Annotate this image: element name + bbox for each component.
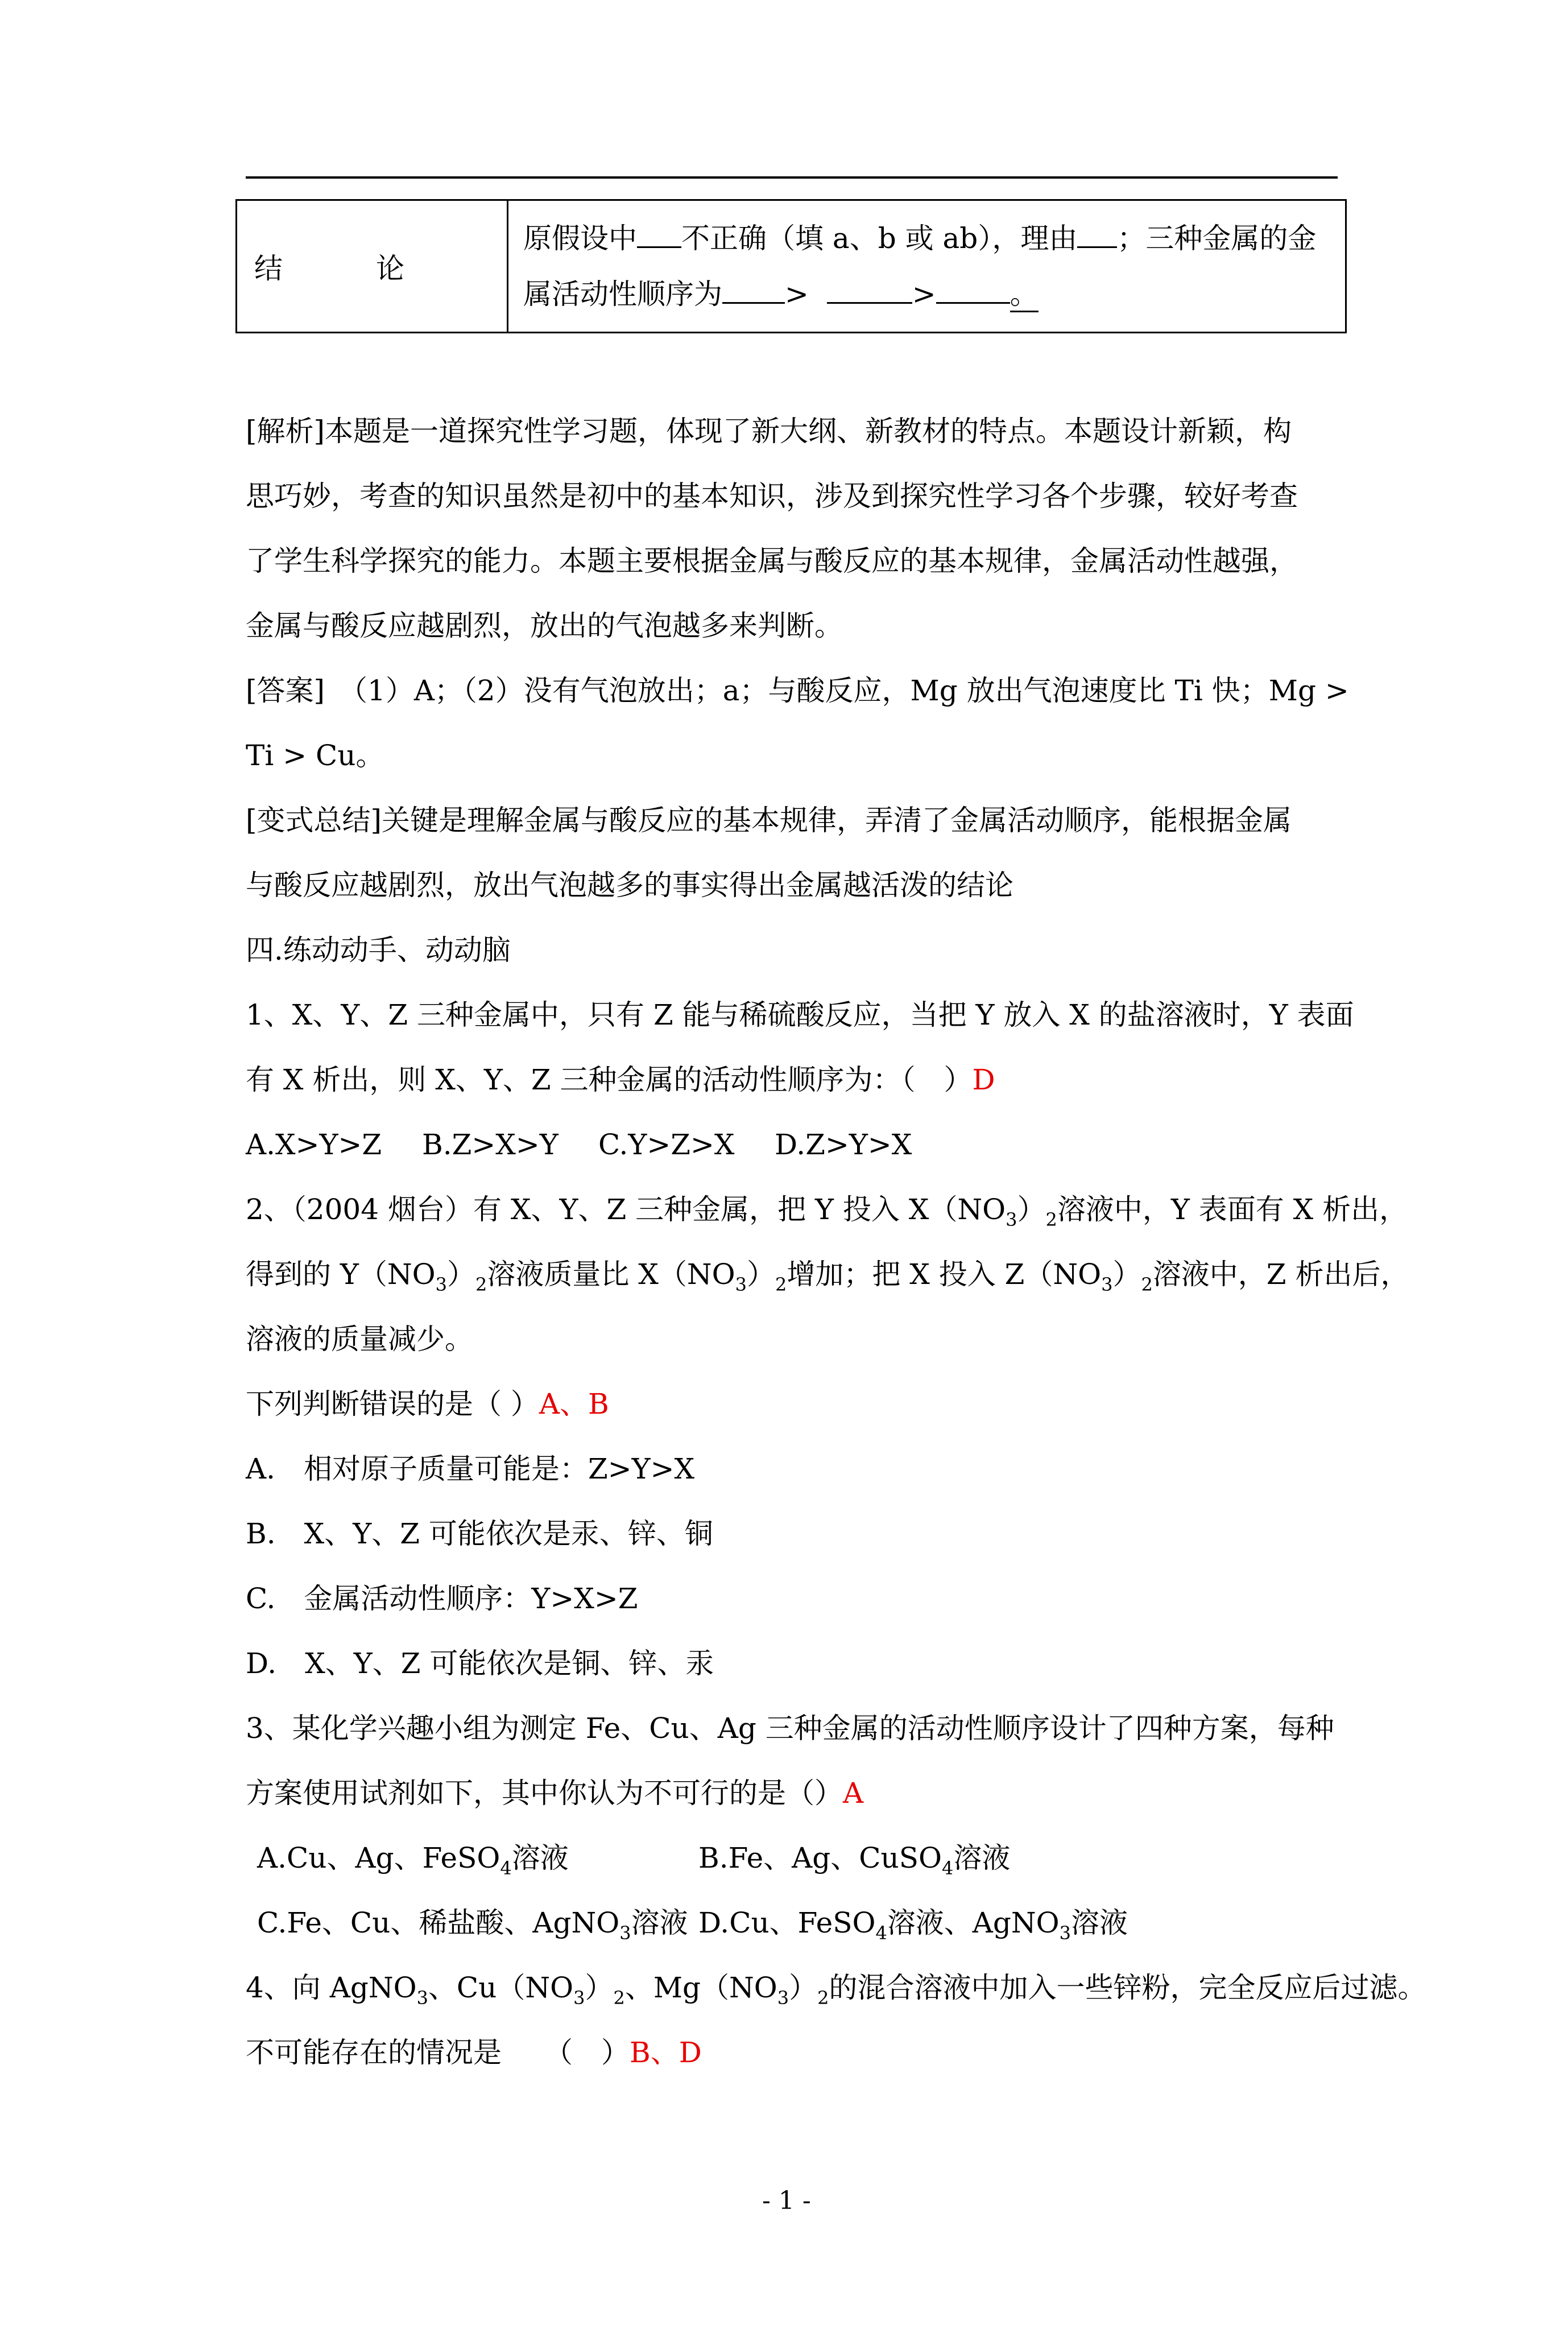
q3-text: 溶液	[953, 1841, 1011, 1874]
q2-option-c: C. 金属活动性顺序：Y>X>Z	[246, 1582, 638, 1615]
q3-text: D.Cu、FeSO	[698, 1906, 876, 1939]
subscript: 3	[1101, 1274, 1113, 1295]
q1-line-2	[246, 1063, 995, 1097]
blank-wrong-hypothesis[interactable]	[637, 218, 681, 248]
q2-answer: A、B	[539, 1388, 609, 1420]
subscript: 3	[1059, 1922, 1071, 1944]
blank-order-2[interactable]	[827, 274, 912, 304]
q1-option-a: A.X>Y>Z	[246, 1128, 382, 1161]
subscript: 3	[619, 1922, 631, 1944]
subscript: 2	[613, 1987, 625, 2009]
q4-text: 、Mg（NO	[624, 1971, 777, 2004]
q3-text: 溶液	[1071, 1906, 1128, 1939]
gt-sign-1: >	[785, 278, 809, 311]
q3-option-a	[257, 1841, 569, 1885]
subscript: 2	[475, 1274, 487, 1295]
q3-text: A.Cu、Ag、FeSO	[257, 1841, 500, 1874]
q3-text: B.Fe、Ag、CuSO	[698, 1841, 942, 1874]
q4-stem: 不可能存在的情况是 （ ）	[246, 2036, 630, 2069]
q2-text: 溶液质量比 X（NO	[487, 1258, 735, 1291]
q1-option-b: B.Z>X>Y	[422, 1128, 558, 1161]
q4-text: ）	[585, 1971, 614, 2004]
conclusion-text-1: 原假设中	[523, 222, 637, 255]
conclusion-label-right: 论	[376, 252, 404, 285]
conclusion-text-4: 属活动性顺序为	[523, 278, 722, 311]
subscript: 2	[775, 1274, 787, 1295]
q2-text: ）	[447, 1258, 476, 1291]
q3-text: 溶液	[511, 1841, 569, 1874]
q4-answer: B、D	[630, 2036, 702, 2069]
q4-text: ）	[789, 1971, 818, 2004]
analysis-line-4: 金属与酸反应越剧烈，放出的气泡越多来判断。	[246, 609, 843, 642]
q2-text: 得到的 Y（NO	[246, 1258, 436, 1291]
q2-text: ）	[746, 1258, 775, 1291]
q2-stem-line	[246, 1387, 609, 1421]
q3-text: 溶液、AgNO	[887, 1906, 1060, 1939]
header-rule	[246, 176, 1338, 179]
q2-line-1	[246, 1192, 1408, 1237]
q2-text: 溶液中，Z 析出后，	[1152, 1258, 1409, 1291]
q1-answer: D	[972, 1063, 995, 1096]
answer-line-2: Ti > Cu。	[246, 739, 384, 772]
q2-text: ）	[1017, 1193, 1046, 1226]
subscript: 3	[777, 1987, 789, 2009]
summary-line-2: 与酸反应越剧烈，放出气泡越多的事实得出金属越活泼的结论	[246, 869, 1013, 902]
subscript: 3	[435, 1274, 448, 1295]
q4-line-1	[246, 1971, 1426, 2015]
analysis-line-1: [解析]本题是一道探究性学习题，体现了新大纲、新教材的特点。本题设计新颖，构	[246, 415, 1292, 448]
q2-text: ）	[1112, 1258, 1141, 1291]
answer-line-1: [答案] （1）A；（2）没有气泡放出；a；与酸反应，Mg 放出气泡速度比 Ti 快；Mg >	[246, 674, 1349, 707]
conclusion-label-cell	[237, 200, 508, 333]
subscript: 4	[500, 1857, 512, 1879]
q1-stem: 有 X 析出，则 X、Y、Z 三种金属的活动性顺序为：（ ）	[246, 1063, 973, 1096]
q3-line-1: 3、某化学兴趣小组为测定 Fe、Cu、Ag 三种金属的活动性顺序设计了四种方案，每种	[246, 1712, 1334, 1745]
subscript: 3	[573, 1987, 585, 2009]
q2-option-a: A. 相对原子质量可能是：Z>Y>X	[246, 1452, 695, 1485]
conclusion-text-3: ；三种金属的金	[1117, 222, 1317, 255]
subscript: 3	[1006, 1209, 1017, 1230]
conclusion-text-2: 不正确（填 a、b 或 ab），理由	[681, 222, 1078, 255]
q4-line-2	[246, 2035, 702, 2070]
conclusion-table	[235, 199, 1347, 333]
conclusion-content-cell	[508, 200, 1346, 333]
blank-reason[interactable]	[1077, 218, 1117, 248]
q3-option-b	[698, 1841, 1010, 1885]
page-number: - 1 -	[762, 2186, 811, 2215]
q4-text: 的混合溶液中加入一些锌粉，完全反应后过滤。	[829, 1971, 1426, 2004]
gt-sign-2: >	[912, 278, 936, 311]
q3-text: 溶液	[631, 1906, 688, 1939]
subscript: 2	[817, 1987, 829, 2009]
q3-answer: A	[843, 1777, 864, 1810]
q3-line-2	[246, 1776, 863, 1810]
q1-option-c: C.Y>Z>X	[598, 1128, 735, 1161]
q1-line-1: 1、X、Y、Z 三种金属中，只有 Z 能与稀硫酸反应，当把 Y 放入 X 的盐溶液时，Y 表面	[246, 998, 1354, 1031]
q2-text: 增加；把 X 投入 Z（NO	[787, 1258, 1102, 1291]
subscript: 4	[942, 1857, 954, 1879]
q3-option-c	[257, 1906, 688, 1950]
subscript: 4	[875, 1922, 887, 1944]
q1-option-d: D.Z>Y>X	[775, 1128, 912, 1161]
subscript: 3	[416, 1987, 428, 2009]
q4-text: 4、向 AgNO	[246, 1971, 417, 2004]
q3-option-d	[698, 1906, 1128, 1950]
q3-stem: 方案使用试剂如下，其中你认为不可行的是（）	[246, 1777, 843, 1810]
summary-line-1: [变式总结]关键是理解金属与酸反应的基本规律，弄清了金属活动顺序，能根据金属	[246, 804, 1292, 837]
blank-order-3[interactable]	[936, 274, 1010, 304]
q2-option-d: D. X、Y、Z 可能依次是铜、锌、汞	[246, 1647, 714, 1680]
subscript: 2	[1141, 1274, 1153, 1295]
section-title: 四.练动动手、动动脑	[246, 934, 511, 967]
conclusion-label-left: 结	[254, 252, 283, 285]
q2-stem: 下列判断错误的是（ ）	[246, 1388, 539, 1420]
q4-text: 、Cu（NO	[428, 1971, 574, 2004]
q2-line-2	[246, 1257, 1409, 1302]
subscript: 3	[735, 1274, 747, 1295]
q3-text: C.Fe、Cu、稀盐酸、AgNO	[257, 1906, 620, 1939]
q2-text: 溶液中，Y 表面有 X 析出，	[1057, 1193, 1408, 1226]
q2-line-3: 溶液的质量减少。	[246, 1323, 473, 1356]
period: 。	[1010, 278, 1039, 312]
q2-text: 2、（2004 烟台）有 X、Y、Z 三种金属，把 Y 投入 X（NO	[246, 1193, 1006, 1226]
blank-order-1[interactable]	[722, 274, 785, 304]
analysis-line-2: 思巧妙，考查的知识虽然是初中的基本知识，涉及到探究性学习各个步骤，较好考查	[246, 480, 1298, 513]
q2-option-b: B. X、Y、Z 可能依次是汞、锌、铜	[246, 1517, 713, 1550]
subscript: 2	[1045, 1209, 1057, 1230]
analysis-line-3: 了学生科学探究的能力。本题主要根据金属与酸反应的基本规律，金属活动性越强，	[246, 544, 1298, 577]
